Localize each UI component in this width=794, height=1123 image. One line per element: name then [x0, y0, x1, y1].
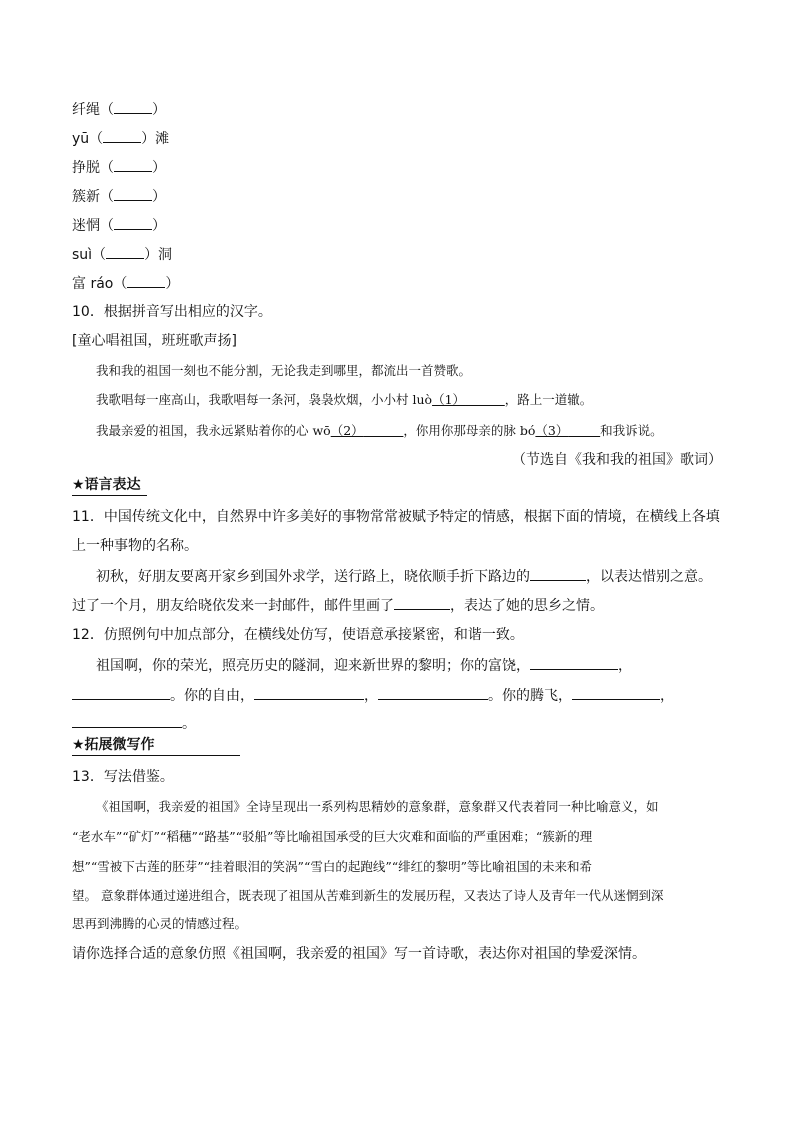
answer-blank[interactable]	[254, 685, 364, 700]
q9-item-2	[72, 128, 169, 149]
q12-line-1: 12．仿照例句中加点部分，在横线处仿写，使语意承接紧密，和谐一致。	[72, 627, 524, 643]
section-heading-language: ★语言表达	[72, 475, 147, 496]
q11-line-4	[72, 595, 604, 616]
item-text: ）滩	[141, 131, 170, 147]
item-text: ）	[152, 189, 166, 205]
q13-title: 13．写法借鉴。	[72, 769, 174, 785]
sentence-text: 过了一个月，朋友给晓依发来一封邮件，邮件里画了	[72, 598, 394, 614]
q11-line-2: 上一种事物的名称。	[72, 538, 198, 554]
item-text: ）	[152, 102, 166, 118]
item-text: suì（	[72, 247, 107, 263]
answer-blank[interactable]	[72, 685, 170, 700]
item-text: ）洞	[144, 247, 173, 263]
q13-paragraph-line-1: 《祖国啊，我亲爱的祖国》全诗呈现出一系列构思精妙的意象群，意象群又代表着同一种比喻意义，如	[96, 799, 659, 814]
q9-item-7	[72, 273, 179, 294]
q12-line-3	[72, 685, 674, 706]
q10-question: 10．根据拼音写出相应的汉字。	[72, 304, 272, 320]
sentence-text: ，	[618, 658, 632, 674]
q13-paragraph-line-3: 想”“雪被下古莲的胚芽”“挂着眼泪的笑涡”“雪白的起跑线”“绯红的黎明”等比喻祖国的未来和希	[72, 859, 593, 874]
q10-lyric-3	[96, 421, 663, 441]
answer-blank[interactable]	[114, 186, 152, 201]
sentence-text: 。	[182, 716, 196, 732]
q12-line-2	[96, 655, 632, 676]
answer-blank[interactable]	[72, 713, 182, 728]
answer-blank[interactable]	[114, 157, 152, 172]
answer-blank[interactable]	[378, 685, 488, 700]
q13-paragraph-line-5: 思再到沸腾的心灵的情感过程。	[72, 916, 248, 931]
q11-line-1: 11．中国传统文化中，自然界中许多美好的事物常常被赋予特定的情感，根据下面的情境，在横线上各填	[72, 509, 720, 525]
answer-blank-moon[interactable]	[394, 595, 450, 610]
item-text: 富 ráo（	[72, 276, 128, 292]
q9-item-5	[72, 215, 166, 236]
q9-item-4	[72, 186, 166, 207]
item-text: ）	[165, 276, 180, 292]
answer-blank[interactable]	[114, 99, 152, 114]
sentence-text: ，	[364, 688, 378, 704]
q9-item-3	[72, 157, 166, 178]
q10-source: （节选自《我和我的祖国》歌词）	[512, 452, 722, 468]
answer-blank[interactable]	[572, 685, 660, 700]
item-text: 迷惘（	[72, 218, 114, 234]
q13-prompt: 请你选择合适的意象仿照《祖国啊，我亲爱的祖国》写一首诗歌，表达你对祖国的挚爱深情。	[72, 946, 646, 962]
lyric-text: 我最亲爱的祖国，我永远紧贴着你的心 wō	[96, 423, 331, 438]
item-text: ）	[152, 218, 166, 234]
q13-paragraph-line-4: 望。 意象群体通过递进组合，既表现了祖国从苦难到新生的发展历程，又表达了诗人及青年一代从迷惘到深	[72, 888, 664, 903]
sentence-text: 初秋，好朋友要离开家乡到国外求学，送行路上，晓依顺手折下路边的	[96, 569, 530, 585]
lyric-text: 我歌唱每一座高山，我歌唱每一条河，袅袅炊烟，小小村 luò	[96, 392, 433, 407]
section-heading-writing: ★拓展微写作	[72, 735, 240, 756]
answer-blank[interactable]	[127, 273, 165, 288]
sentence-text: 。你的自由，	[170, 688, 254, 704]
q11-line-3	[96, 566, 712, 587]
item-text: ）	[152, 160, 166, 176]
sentence-text: ，	[660, 688, 674, 704]
sentence-text: ，以表达惜别之意。	[586, 569, 712, 585]
answer-blank-2[interactable]: （2）	[330, 423, 364, 438]
lyric-text: ，你用你那母亲的脉 bó	[403, 423, 536, 438]
sentence-text: 。你的腾飞，	[488, 688, 572, 704]
q9-item-6	[72, 244, 172, 265]
lyric-text: 和我诉说。	[600, 423, 663, 438]
answer-blank[interactable]	[103, 128, 141, 143]
q9-item-1	[72, 99, 166, 120]
item-text: 挣脱（	[72, 160, 114, 176]
answer-blank-willow[interactable]	[530, 566, 586, 581]
item-text: 纤绳（	[72, 102, 114, 118]
item-text: 簇新（	[72, 189, 114, 205]
answer-blank[interactable]	[114, 215, 152, 230]
q12-line-4	[72, 713, 196, 734]
sentence-text: ，表达了她的思乡之情。	[450, 598, 604, 614]
q13-paragraph-line-2: “老水车”“矿灯”“稻穗”“路基”“驳船”等比喻祖国承受的巨大灾难和面临的严重困难；“簇新的理	[72, 829, 593, 844]
sentence-text: 祖国啊，你的荣光，照亮历史的隧洞，迎来新世界的黎明；你的富饶，	[96, 658, 530, 674]
answer-blank[interactable]	[106, 244, 144, 259]
q10-lyric-2	[96, 390, 592, 410]
item-text: yū（	[72, 131, 104, 147]
lyric-text: ，路上一道辙。	[504, 392, 593, 407]
answer-blank-3[interactable]: （3）	[535, 423, 569, 438]
answer-blank[interactable]	[530, 655, 618, 670]
q10-lyric-1: 我和我的祖国一刻也不能分割，无论我走到哪里，都流出一首赞歌。	[96, 363, 472, 378]
answer-blank-1[interactable]: （1）	[432, 392, 466, 407]
q10-subtitle: [童心唱祖国，班班歌声扬]	[72, 333, 237, 349]
